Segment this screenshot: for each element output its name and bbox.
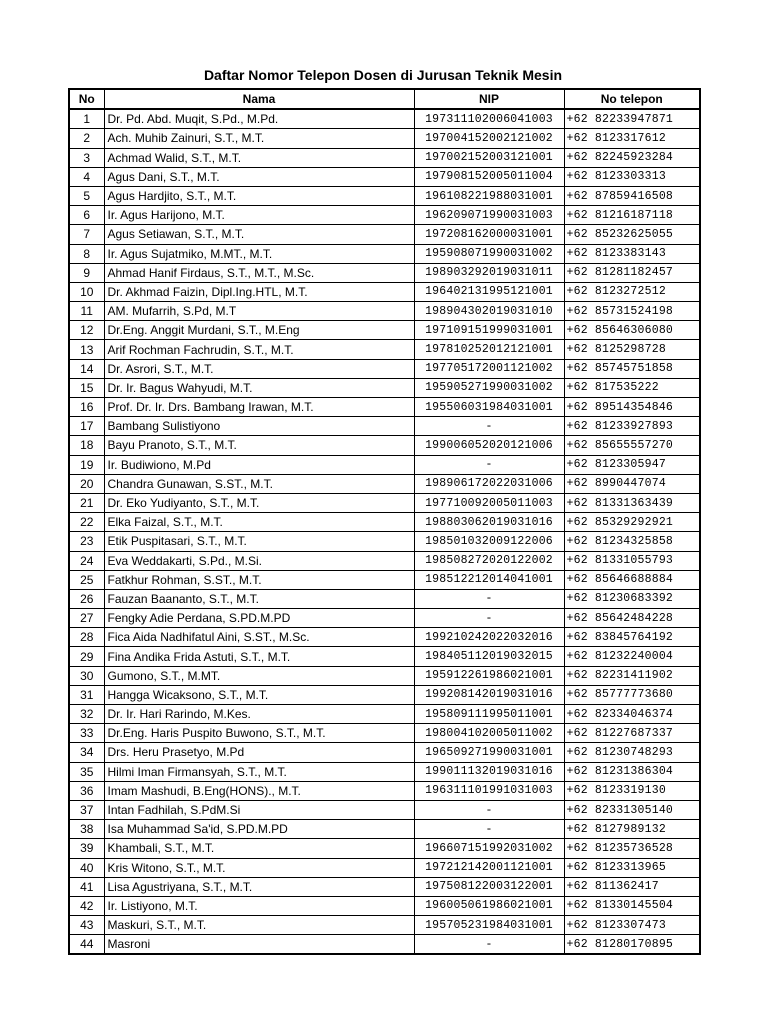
table-row: [69, 609, 700, 628]
cell-nama: Khambali, S.T., M.T.: [104, 839, 414, 858]
document-title: Daftar Nomor Telepon Dosen di Jurusan Teknik Mesin: [203, 67, 563, 83]
cell-telepon: +62 87859416508: [564, 186, 700, 205]
table-row: [69, 800, 700, 819]
table-row: [69, 551, 700, 570]
cell-telepon: +62 85646306080: [564, 321, 700, 340]
cell-nip: -: [414, 935, 564, 955]
lecturer-phone-table: [68, 88, 701, 955]
cell-nama: Hangga Wicaksono, S.T., M.T.: [104, 685, 414, 704]
cell-telepon: +62 81331363439: [564, 493, 700, 512]
cell-telepon: +62 81227687337: [564, 724, 700, 743]
table-row: [69, 916, 700, 935]
cell-nama: Dr. Ir. Hari Rarindo, M.Kes.: [104, 705, 414, 724]
cell-nama: Intan Fadhilah, S.PdM.Si: [104, 800, 414, 819]
cell-no: 20: [69, 474, 104, 493]
cell-no: 23: [69, 532, 104, 551]
cell-no: 6: [69, 206, 104, 225]
cell-no: 14: [69, 359, 104, 378]
cell-telepon: +62 85745751858: [564, 359, 700, 378]
cell-telepon: +62 85642484228: [564, 609, 700, 628]
cell-no: 32: [69, 705, 104, 724]
cell-nip: -: [414, 800, 564, 819]
cell-nip: 197908152005011004: [414, 167, 564, 186]
cell-no: 34: [69, 743, 104, 762]
cell-telepon: +62 811362417: [564, 877, 700, 896]
cell-telepon: +62 81281182457: [564, 263, 700, 282]
cell-nip: 195905271990031002: [414, 378, 564, 397]
cell-no: 28: [69, 628, 104, 647]
cell-telepon: +62 8123319130: [564, 781, 700, 800]
cell-no: 37: [69, 800, 104, 819]
table-row: [69, 589, 700, 608]
table-row: [69, 321, 700, 340]
table-row: [69, 378, 700, 397]
cell-nama: Dr. Eko Yudiyanto, S.T., M.T.: [104, 493, 414, 512]
cell-no: 26: [69, 589, 104, 608]
cell-nip: 196607151992031002: [414, 839, 564, 858]
cell-telepon: +62 8123307473: [564, 916, 700, 935]
cell-telepon: +62 82233947871: [564, 109, 700, 129]
cell-no: 44: [69, 935, 104, 955]
cell-nama: Fatkhur Rohman, S.ST., M.T.: [104, 570, 414, 589]
cell-no: 11: [69, 302, 104, 321]
cell-nip: 198803062019031016: [414, 513, 564, 532]
cell-no: 8: [69, 244, 104, 263]
column-header-telepon: No telepon: [564, 89, 700, 109]
cell-nama: Dr.Eng. Haris Puspito Buwono, S.T., M.T.: [104, 724, 414, 743]
table-row: [69, 570, 700, 589]
table-row: [69, 896, 700, 915]
cell-no: 15: [69, 378, 104, 397]
cell-nip: 195908071990031002: [414, 244, 564, 263]
cell-no: 43: [69, 916, 104, 935]
cell-nama: Chandra Gunawan, S.ST., M.T.: [104, 474, 414, 493]
cell-nama: Dr. Akhmad Faizin, Dipl.Ing.HTL, M.T.: [104, 282, 414, 301]
cell-no: 41: [69, 877, 104, 896]
cell-nip: 197311102006041003: [414, 109, 564, 129]
cell-telepon: +62 82245923284: [564, 148, 700, 167]
cell-no: 36: [69, 781, 104, 800]
table-row: [69, 493, 700, 512]
table-row: [69, 455, 700, 474]
cell-nama: Ir. Agus Sujatmiko, M.MT., M.T.: [104, 244, 414, 263]
table-row: [69, 109, 700, 129]
cell-nip: 195705231984031001: [414, 916, 564, 935]
cell-telepon: +62 81232240004: [564, 647, 700, 666]
cell-nip: 196402131995121001: [414, 282, 564, 301]
cell-nip: 197004152002121002: [414, 129, 564, 148]
table-row: [69, 666, 700, 685]
cell-no: 19: [69, 455, 104, 474]
cell-nip: 199011132019031016: [414, 762, 564, 781]
cell-telepon: +62 83845764192: [564, 628, 700, 647]
cell-telepon: +62 8123305947: [564, 455, 700, 474]
cell-telepon: +62 81331055793: [564, 551, 700, 570]
cell-telepon: +62 8123383143: [564, 244, 700, 263]
cell-telepon: +62 81234325858: [564, 532, 700, 551]
cell-nip: -: [414, 589, 564, 608]
cell-telepon: +62 89514354846: [564, 398, 700, 417]
cell-no: 18: [69, 436, 104, 455]
cell-telepon: +62 82331305140: [564, 800, 700, 819]
table-row: [69, 628, 700, 647]
cell-no: 38: [69, 820, 104, 839]
cell-nama: Dr. Asrori, S.T., M.T.: [104, 359, 414, 378]
cell-telepon: +62 81230748293: [564, 743, 700, 762]
cell-nip: -: [414, 417, 564, 436]
cell-nama: Imam Mashudi, B.Eng(HONS)., M.T.: [104, 781, 414, 800]
cell-nip: 197212142001121001: [414, 858, 564, 877]
table-row: [69, 647, 700, 666]
cell-nama: Ir. Budiwiono, M.Pd: [104, 455, 414, 474]
cell-nip: 199006052020121006: [414, 436, 564, 455]
table-row: [69, 302, 700, 321]
cell-no: 35: [69, 762, 104, 781]
cell-nama: Agus Setiawan, S.T., M.T.: [104, 225, 414, 244]
cell-no: 22: [69, 513, 104, 532]
cell-nama: Ahmad Hanif Firdaus, S.T., M.T., M.Sc.: [104, 263, 414, 282]
cell-nip: -: [414, 820, 564, 839]
cell-telepon: +62 85232625055: [564, 225, 700, 244]
cell-nip: 199210242022032016: [414, 628, 564, 647]
cell-nip: 198004102005011002: [414, 724, 564, 743]
table-row: [69, 474, 700, 493]
cell-nip: 198903292019031011: [414, 263, 564, 282]
table-row: [69, 225, 700, 244]
cell-nip: 196311101991031003: [414, 781, 564, 800]
table-row: [69, 513, 700, 532]
cell-nip: 199208142019031016: [414, 685, 564, 704]
cell-nip: 198512212014041001: [414, 570, 564, 589]
cell-telepon: +62 81280170895: [564, 935, 700, 955]
cell-nama: Prof. Dr. Ir. Drs. Bambang Irawan, M.T.: [104, 398, 414, 417]
cell-telepon: +62 82334046374: [564, 705, 700, 724]
cell-nama: Arif Rochman Fachrudin, S.T., M.T.: [104, 340, 414, 359]
column-header-nip: NIP: [414, 89, 564, 109]
table-row: [69, 705, 700, 724]
cell-nip: 198508272020122002: [414, 551, 564, 570]
table-row: [69, 186, 700, 205]
table-row: [69, 263, 700, 282]
table-row: [69, 148, 700, 167]
cell-telepon: +62 817535222: [564, 378, 700, 397]
table-row: [69, 167, 700, 186]
cell-nip: 197208162000031001: [414, 225, 564, 244]
cell-nama: Ach. Muhib Zainuri, S.T., M.T.: [104, 129, 414, 148]
cell-no: 1: [69, 109, 104, 129]
column-header-nama: Nama: [104, 89, 414, 109]
cell-nama: Bambang Sulistiyono: [104, 417, 414, 436]
table-row: [69, 436, 700, 455]
table-row: [69, 935, 700, 955]
cell-no: 9: [69, 263, 104, 282]
cell-nip: 198906172022031006: [414, 474, 564, 493]
table-row: [69, 244, 700, 263]
cell-nip: -: [414, 609, 564, 628]
cell-telepon: +62 81235736528: [564, 839, 700, 858]
cell-nip: 196005061986021001: [414, 896, 564, 915]
cell-telepon: +62 8127989132: [564, 820, 700, 839]
cell-no: 16: [69, 398, 104, 417]
table-header: [69, 89, 700, 109]
cell-nama: Hilmi Iman Firmansyah, S.T., M.T.: [104, 762, 414, 781]
header-row: [69, 89, 700, 109]
table-row: [69, 743, 700, 762]
table-row: [69, 724, 700, 743]
cell-no: 29: [69, 647, 104, 666]
cell-nama: Lisa Agustriyana, S.T., M.T.: [104, 877, 414, 896]
cell-nama: Dr.Eng. Anggit Murdani, S.T., M.Eng: [104, 321, 414, 340]
cell-telepon: +62 8125298728: [564, 340, 700, 359]
cell-nama: Agus Dani, S.T., M.T.: [104, 167, 414, 186]
cell-telepon: +62 8123313965: [564, 858, 700, 877]
cell-nip: 195912261986021001: [414, 666, 564, 685]
cell-nip: 196509271990031001: [414, 743, 564, 762]
table-row: [69, 206, 700, 225]
cell-nama: AM. Mufarrih, S.Pd, M.T: [104, 302, 414, 321]
cell-telepon: +62 81330145504: [564, 896, 700, 915]
cell-no: 17: [69, 417, 104, 436]
table-row: [69, 877, 700, 896]
cell-nama: Kris Witono, S.T., M.T.: [104, 858, 414, 877]
cell-nama: Fina Andika Frida Astuti, S.T., M.T.: [104, 647, 414, 666]
cell-nama: Achmad Walid, S.T., M.T.: [104, 148, 414, 167]
cell-no: 39: [69, 839, 104, 858]
cell-telepon: +62 85731524198: [564, 302, 700, 321]
cell-nip: 198501032009122006: [414, 532, 564, 551]
cell-no: 40: [69, 858, 104, 877]
cell-nip: 196108221988031001: [414, 186, 564, 205]
table-row: [69, 858, 700, 877]
table-row: [69, 820, 700, 839]
table-row: [69, 129, 700, 148]
cell-nip: 198405112019032015: [414, 647, 564, 666]
cell-telepon: +62 8123303313: [564, 167, 700, 186]
cell-nip: 197810252012121001: [414, 340, 564, 359]
cell-no: 13: [69, 340, 104, 359]
table-body: [69, 109, 700, 954]
table-row: [69, 282, 700, 301]
cell-nama: Fica Aida Nadhifatul Aini, S.ST., M.Sc.: [104, 628, 414, 647]
cell-nama: Ir. Agus Harijono, M.T.: [104, 206, 414, 225]
cell-nip: 195506031984031001: [414, 398, 564, 417]
cell-nama: Etik Puspitasari, S.T., M.T.: [104, 532, 414, 551]
cell-telepon: +62 8123272512: [564, 282, 700, 301]
cell-no: 33: [69, 724, 104, 743]
cell-telepon: +62 85655557270: [564, 436, 700, 455]
cell-no: 24: [69, 551, 104, 570]
cell-no: 12: [69, 321, 104, 340]
cell-nama: Fauzan Baananto, S.T., M.T.: [104, 589, 414, 608]
cell-telepon: +62 81230683392: [564, 589, 700, 608]
cell-telepon: +62 82231411902: [564, 666, 700, 685]
column-header-no: No: [69, 89, 104, 109]
cell-telepon: +62 85777773680: [564, 685, 700, 704]
cell-no: 27: [69, 609, 104, 628]
cell-no: 2: [69, 129, 104, 148]
cell-nip: 197002152003121001: [414, 148, 564, 167]
cell-nama: Maskuri, S.T., M.T.: [104, 916, 414, 935]
cell-nip: 196209071990031003: [414, 206, 564, 225]
table-row: [69, 417, 700, 436]
table-row: [69, 532, 700, 551]
cell-no: 31: [69, 685, 104, 704]
cell-nama: Eva Weddakarti, S.Pd., M.Si.: [104, 551, 414, 570]
cell-nama: Gumono, S.T., M.MT.: [104, 666, 414, 685]
cell-nama: Dr. Ir. Bagus Wahyudi, M.T.: [104, 378, 414, 397]
table-row: [69, 839, 700, 858]
cell-telepon: +62 85329292921: [564, 513, 700, 532]
cell-no: 10: [69, 282, 104, 301]
cell-no: 42: [69, 896, 104, 915]
table-row: [69, 359, 700, 378]
cell-nip: 198904302019031010: [414, 302, 564, 321]
cell-nip: 197109151999031001: [414, 321, 564, 340]
cell-nama: Fengky Adie Perdana, S.PD.M.PD: [104, 609, 414, 628]
table-row: [69, 685, 700, 704]
cell-nama: Bayu Pranoto, S.T., M.T.: [104, 436, 414, 455]
cell-nama: Drs. Heru Prasetyo, M.Pd: [104, 743, 414, 762]
cell-nip: 195809111995011001: [414, 705, 564, 724]
cell-no: 21: [69, 493, 104, 512]
cell-telepon: +62 8990447074: [564, 474, 700, 493]
cell-telepon: +62 81233927893: [564, 417, 700, 436]
cell-nama: Dr. Pd. Abd. Muqit, S.Pd., M.Pd.: [104, 109, 414, 129]
table-row: [69, 398, 700, 417]
cell-nip: -: [414, 455, 564, 474]
cell-nama: Isa Muhammad Sa'id, S.PD.M.PD: [104, 820, 414, 839]
cell-no: 3: [69, 148, 104, 167]
cell-telepon: +62 85646688884: [564, 570, 700, 589]
cell-no: 5: [69, 186, 104, 205]
cell-no: 7: [69, 225, 104, 244]
cell-telepon: +62 81216187118: [564, 206, 700, 225]
table-row: [69, 762, 700, 781]
cell-nama: Masroni: [104, 935, 414, 955]
cell-nip: 197508122003122001: [414, 877, 564, 896]
cell-no: 25: [69, 570, 104, 589]
cell-telepon: +62 81231386304: [564, 762, 700, 781]
cell-nip: 197705172001121002: [414, 359, 564, 378]
cell-nama: Ir. Listiyono, M.T.: [104, 896, 414, 915]
table-row: [69, 781, 700, 800]
cell-nip: 197710092005011003: [414, 493, 564, 512]
cell-nama: Elka Faizal, S.T., M.T.: [104, 513, 414, 532]
table-row: [69, 340, 700, 359]
cell-nama: Agus Hardjito, S.T., M.T.: [104, 186, 414, 205]
cell-no: 30: [69, 666, 104, 685]
cell-telepon: +62 8123317612: [564, 129, 700, 148]
cell-no: 4: [69, 167, 104, 186]
